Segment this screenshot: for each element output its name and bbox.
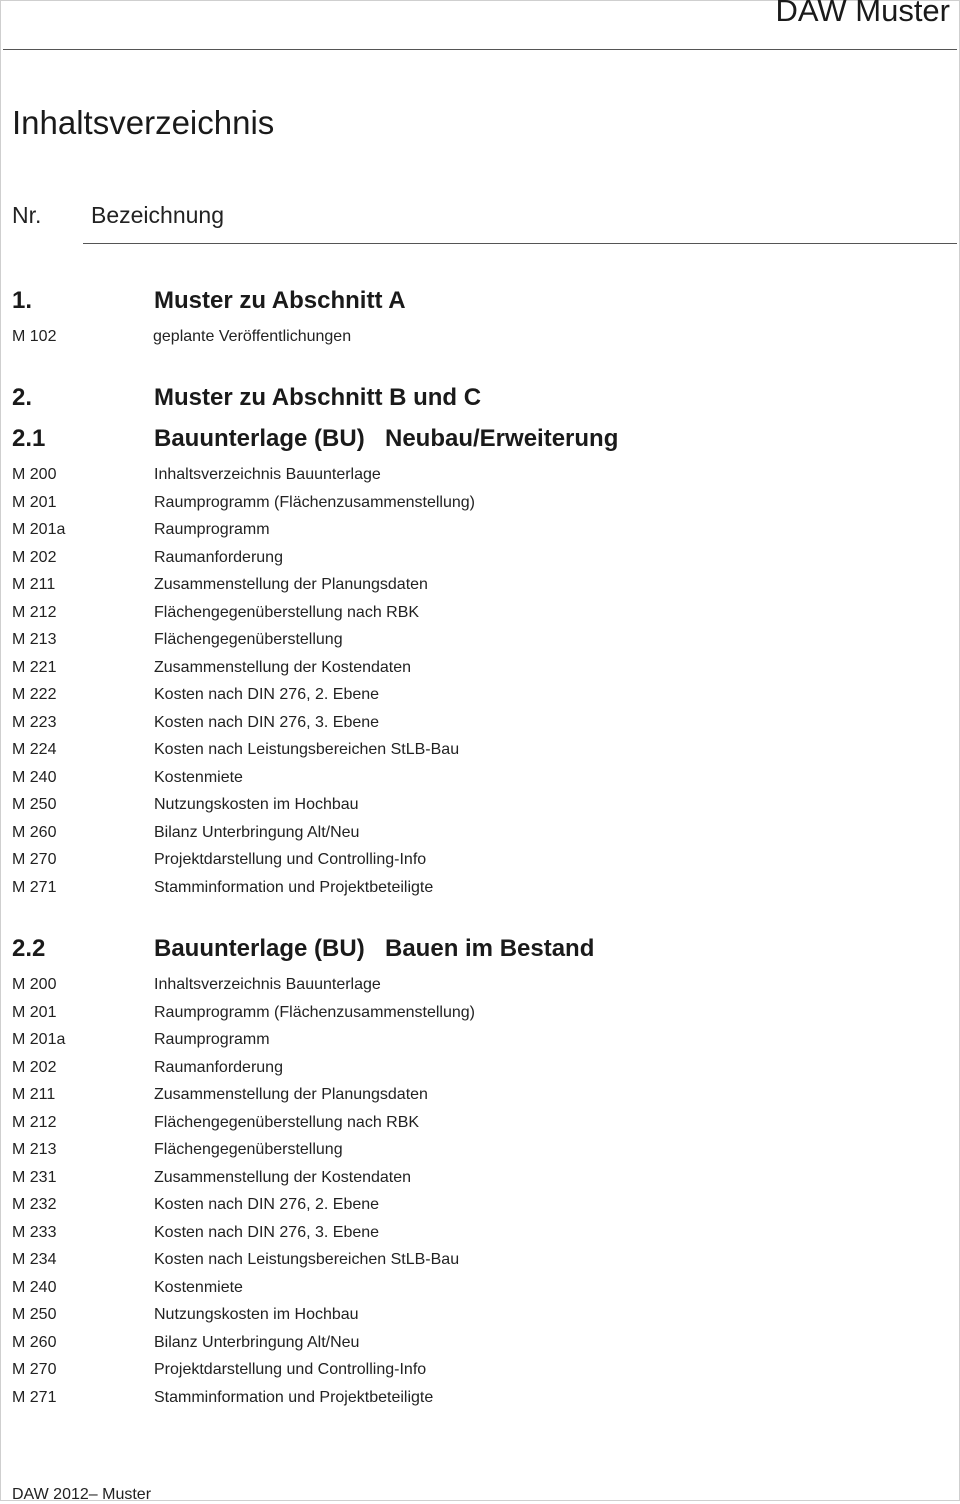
entry-label: Kosten nach DIN 276, 2. Ebene [154, 686, 380, 703]
entry-code: M 201 [12, 493, 57, 511]
entry-label: Inhaltsverzeichnis Bauunterlage [154, 466, 381, 483]
entry-label: Raumanforderung [154, 548, 283, 566]
entry-label: Zusammenstellung der Kostendaten [154, 1168, 412, 1186]
entry-label: Kosten nach DIN 276, 3. Ebene [154, 1223, 380, 1241]
entry-code: M 250 [12, 796, 57, 813]
header-title: DAW Muster [775, 0, 950, 28]
section-2-1-title: Bauunterlage (BU) [154, 425, 365, 452]
toc-entry [1, 714, 901, 738]
entry-label: Flächengegenüberstellung [154, 1141, 343, 1158]
toc-entry [1, 1141, 901, 1165]
entry-code: M 260 [12, 823, 57, 841]
entry-label: Stamminformation und Projektbeteiligte [154, 1388, 434, 1406]
entry-label: Flächengegenüberstellung [154, 631, 343, 648]
toc-entry [1, 824, 901, 848]
toc-entry [1, 1031, 901, 1055]
toc-entry [1, 796, 901, 820]
entry-label: Projektdarstellung und Controlling-Info [154, 851, 427, 868]
entry-label: Stamminformation und Projektbeteiligte [154, 878, 434, 896]
entry-code: M 213 [12, 1141, 57, 1158]
entry-code: M 212 [12, 603, 57, 621]
entry-code: M 240 [12, 768, 57, 786]
toc-entry [1, 879, 901, 903]
toc-entry [1, 1306, 901, 1330]
page-title: Inhaltsverzeichnis [12, 104, 275, 141]
toc-entry [1, 976, 901, 1000]
section-2-2-number: 2.2 [12, 935, 46, 962]
section-2-1-number: 2.1 [12, 425, 46, 452]
toc-entry [1, 769, 901, 793]
entry-label: Raumprogramm (Flächenzusammenstellung) [154, 493, 476, 511]
toc-entry [1, 521, 901, 545]
entry-label: Nutzungskosten im Hochbau [154, 796, 359, 813]
entry-code: M 211 [12, 576, 56, 593]
entry-label: Projektdarstellung und Controlling-Info [154, 1361, 427, 1378]
footer-text: DAW 2012– Muster [12, 1486, 152, 1503]
entry-label: Kostenmiete [154, 1278, 243, 1296]
toc-entry [1, 328, 901, 352]
toc-entry [1, 1224, 901, 1248]
entry-code: M 240 [12, 1278, 57, 1296]
column-header-divider [83, 243, 957, 244]
entry-code: M 202 [12, 1058, 57, 1076]
entry-label: Bilanz Unterbringung Alt/Neu [154, 823, 360, 841]
toc-entry [1, 604, 901, 628]
section-1-number: 1. [12, 287, 33, 314]
column-header-bezeichnung: Bezeichnung [91, 202, 224, 228]
entry-label: Raumprogramm [154, 1031, 270, 1048]
entry-label: Nutzungskosten im Hochbau [154, 1306, 359, 1323]
toc-entry [1, 549, 901, 573]
toc-entry [1, 741, 901, 765]
entry-code: M 271 [12, 1388, 57, 1406]
entry-code: M 201a [12, 1031, 66, 1048]
entry-label: Raumprogramm (Flächenzusammenstellung) [154, 1003, 476, 1021]
toc-entry [1, 466, 901, 490]
entry-code: M 234 [12, 1251, 57, 1268]
entry-code: M 102 [12, 328, 57, 345]
entry-label: Flächengegenüberstellung nach RBK [154, 603, 420, 621]
toc-entry [1, 1114, 901, 1138]
toc-entry [1, 576, 901, 600]
section-2-2-title: Bauunterlage (BU) [154, 935, 365, 962]
entry-code: M 201 [12, 1003, 57, 1021]
entry-code: M 233 [12, 1223, 57, 1241]
entry-code: M 200 [12, 466, 57, 483]
toc-entry [1, 851, 901, 875]
entry-code: M 221 [12, 658, 57, 676]
entry-code: M 224 [12, 741, 57, 758]
entry-code: M 250 [12, 1306, 57, 1323]
entry-code: M 223 [12, 713, 57, 731]
entry-code: M 213 [12, 631, 57, 648]
toc-entry [1, 686, 901, 710]
entry-label: Kosten nach DIN 276, 3. Ebene [154, 713, 380, 731]
entry-label: Inhaltsverzeichnis Bauunterlage [154, 976, 381, 993]
column-header-nr: Nr. [12, 202, 42, 228]
entry-code: M 200 [12, 976, 57, 993]
entry-code: M 270 [12, 851, 57, 868]
entry-label: Zusammenstellung der Planungsdaten [154, 1086, 428, 1103]
entry-code: M 211 [12, 1086, 56, 1103]
entry-code: M 231 [12, 1168, 57, 1186]
entry-label: Raumprogramm [154, 521, 270, 538]
toc-entry [1, 1279, 901, 1303]
section-2-title: Muster zu Abschnitt B und C [154, 384, 482, 411]
section-2-1-subtitle: Neubau/Erweiterung [385, 425, 619, 452]
section-2-number: 2. [12, 384, 33, 411]
toc-entry [1, 631, 901, 655]
entry-code: M 201a [12, 521, 66, 538]
entry-label: Zusammenstellung der Planungsdaten [154, 576, 428, 593]
entry-code: M 271 [12, 878, 57, 896]
entry-code: M 232 [12, 1196, 57, 1213]
toc-entry [1, 1059, 901, 1083]
entry-label: geplante Veröffentlichungen [153, 328, 352, 345]
entry-code: M 260 [12, 1333, 57, 1351]
entry-label: Kosten nach Leistungsbereichen StLB-Bau [154, 741, 460, 758]
entry-code: M 222 [12, 686, 57, 703]
entry-label: Flächengegenüberstellung nach RBK [154, 1113, 420, 1131]
entry-label: Kosten nach Leistungsbereichen StLB-Bau [154, 1251, 460, 1268]
toc-entry [1, 494, 901, 518]
toc-entry [1, 1389, 901, 1413]
toc-entry [1, 1004, 901, 1028]
toc-entry [1, 1086, 901, 1110]
toc-entry [1, 1196, 901, 1220]
entry-code: M 202 [12, 548, 57, 566]
entry-label: Kostenmiete [154, 768, 243, 786]
entry-label: Kosten nach DIN 276, 2. Ebene [154, 1196, 380, 1213]
toc-entry [1, 1169, 901, 1193]
section-2-2-subtitle: Bauen im Bestand [385, 935, 595, 962]
toc-entry [1, 1251, 901, 1275]
toc-entry [1, 1361, 901, 1385]
header-divider [3, 49, 957, 50]
entry-label: Bilanz Unterbringung Alt/Neu [154, 1333, 360, 1351]
entry-code: M 270 [12, 1361, 57, 1378]
entry-code: M 212 [12, 1113, 57, 1131]
section-1-title: Muster zu Abschnitt A [154, 287, 406, 314]
toc-entry [1, 1334, 901, 1358]
entry-label: Raumanforderung [154, 1058, 283, 1076]
toc-entry [1, 659, 901, 683]
entry-label: Zusammenstellung der Kostendaten [154, 658, 412, 676]
